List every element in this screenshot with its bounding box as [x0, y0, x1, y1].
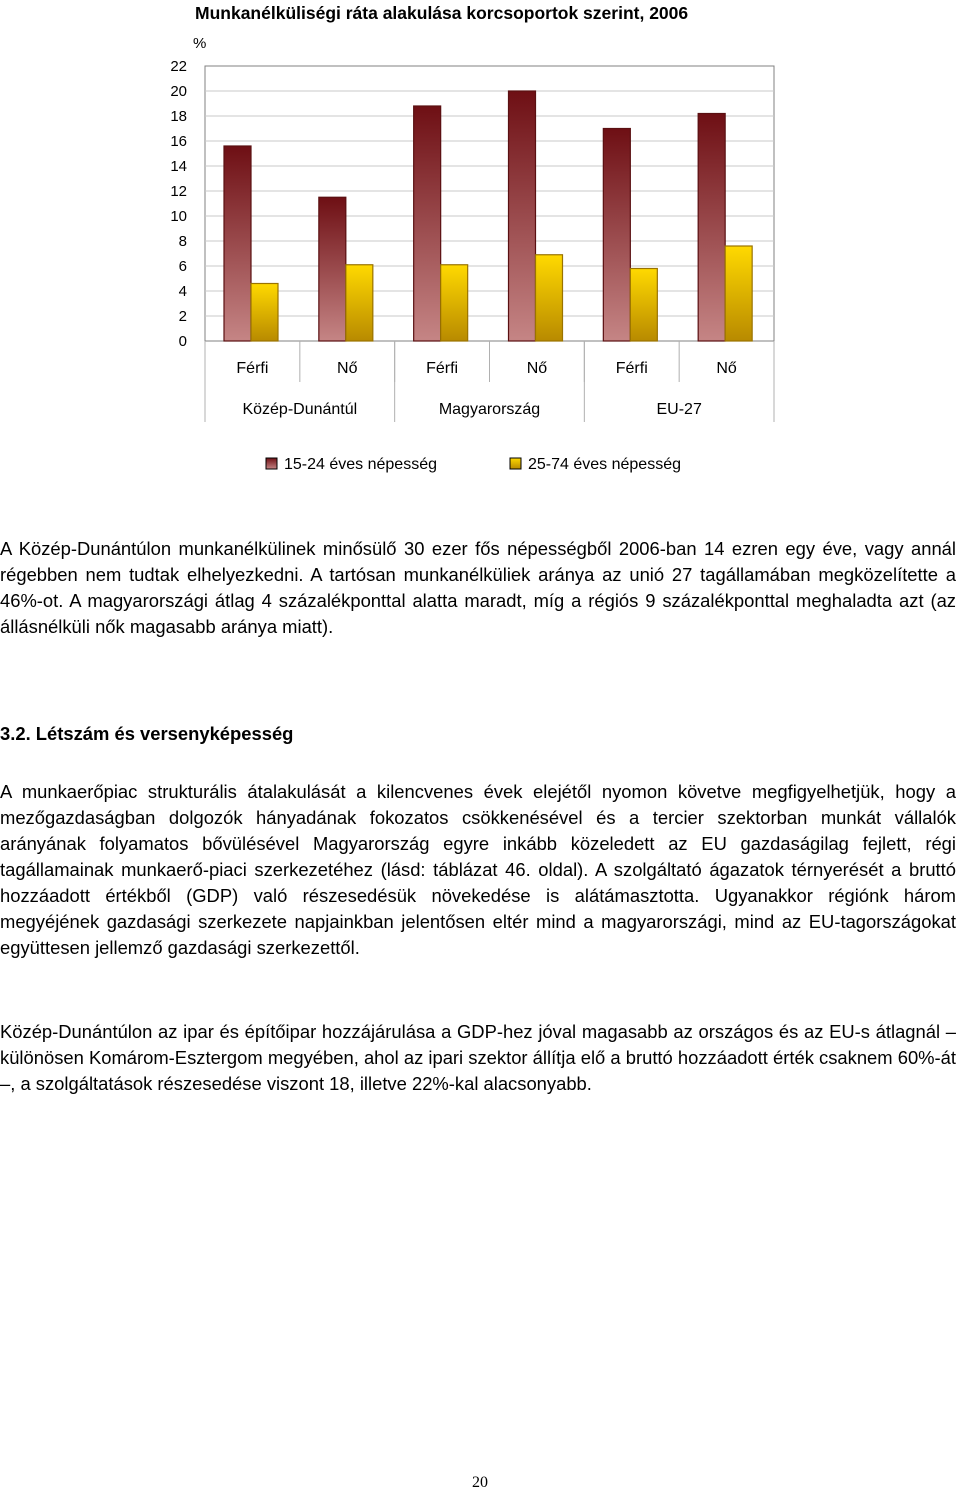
bar-15-24-3	[509, 91, 536, 341]
bar-25-74-1	[346, 265, 373, 341]
x-category-label: Férfi	[615, 360, 648, 377]
bar-15-24-2	[414, 106, 441, 341]
x-category-label: Férfi	[236, 360, 269, 377]
chart-title: Munkanélküliségi ráta alakulása korcsoportok szerint, 2006	[195, 3, 689, 23]
y-axis-label: %	[193, 35, 207, 52]
bar-25-74-0	[251, 284, 278, 342]
x-category-label: Nő	[526, 360, 548, 377]
x-category-label: Nő	[337, 360, 358, 377]
bar-15-24-5	[698, 114, 725, 342]
y-tick-label: 14	[170, 158, 187, 175]
legend-label: 25-74 éves népesség	[528, 456, 681, 473]
y-tick-label: 22	[170, 58, 187, 75]
y-tick-label: 4	[178, 283, 187, 300]
x-group-labels	[242, 341, 774, 422]
y-tick-labels	[170, 58, 187, 350]
section-heading: 3.2. Létszám és versenyképesség	[0, 723, 294, 744]
y-tick-label: 2	[178, 308, 187, 325]
x-category-label: Férfi	[426, 360, 459, 377]
y-tick-label: 18	[170, 108, 187, 125]
chart-legend	[266, 456, 681, 473]
bar-15-24-4	[603, 129, 630, 342]
bar-25-74-5	[725, 246, 752, 341]
bar-25-74-3	[536, 255, 563, 341]
x-group-label: EU-27	[656, 401, 702, 418]
legend-label: 15-24 éves népesség	[284, 456, 437, 473]
unemployment-chart	[0, 0, 960, 490]
y-tick-label: 20	[170, 83, 187, 100]
bar-25-74-4	[630, 269, 657, 342]
x-group-label: Közép-Dunántúl	[242, 401, 358, 418]
y-tick-label: 10	[170, 208, 187, 225]
page-number: 20	[472, 1474, 488, 1491]
y-tick-label: 8	[178, 233, 187, 250]
legend-swatch	[266, 458, 277, 469]
x-group-label: Magyarország	[438, 401, 541, 418]
y-tick-label: 16	[170, 133, 187, 150]
y-tick-label: 6	[178, 258, 187, 275]
plot-area	[205, 66, 774, 341]
paragraph-industry-share: Közép-Dunántúlon az ipar és építőipar hozzájárulása a GDP-hez jóval magasabb az országos és az EU-s átlagnál – különösen Komárom-Esztergom megyében, ahol az ipari szektor állítja elő a bruttó hozzáadott érték csaknem 60%-át –, a szolgáltatások részesedése viszont 18, illetve 22%-kal alacsonyabb.	[0, 1021, 956, 1094]
paragraph-long-term-unemployment: A Közép-Dunántúlon munkanélkülinek minősülő 30 ezer fős népességből 2006-ban 14 ezren egy éve, vagy annál régebben nem tudtak elhelyezkedni. A tartósan munkanélküliek aránya az unió 27 tagállamában megközelítette a 46%-ot. A magyarországi átlag 4 százalékponttal alatta maradt, míg a régiós 9 százalékponttal meghaladta azt (az állásnélküli nők magasabb aránya miatt).	[0, 538, 956, 637]
y-tick-label: 0	[178, 333, 187, 350]
bar-15-24-1	[319, 197, 346, 341]
bar-15-24-0	[224, 146, 251, 341]
legend-swatch	[510, 458, 521, 469]
y-tick-label: 12	[170, 183, 187, 200]
x-category-label: Nő	[716, 360, 737, 377]
bar-25-74-2	[441, 265, 468, 341]
paragraph-labour-market: A munkaerőpiac strukturális átalakulását a kilencvenes évek elejétől nyomon követve megfigyelhetjük, hogy a mezőgazdaságban dolgozók hányadának fokozatos csökkenésével és a tercier szektorban munkát vállalók arányának folyamatos bővülésével Magyarország egyre inkább közeledett az EU gazdaságilag fejlett, régi tagállamainak munkaerő-piaci szerkezetéhez (lásd: táblázat 46. oldal). A szolgáltató ágazatok térnyerését a bruttó hozzáadott értékből (GDP) való részesedésük növekedése is alátámasztotta. Ugyanakkor régiónk három megyéjének gazdasági szerkezete napjainkban jelentősen eltér mind a magyarországi, mind az EU-tagországokat együttesen jellemző gazdasági szerkezettől.	[0, 781, 956, 958]
